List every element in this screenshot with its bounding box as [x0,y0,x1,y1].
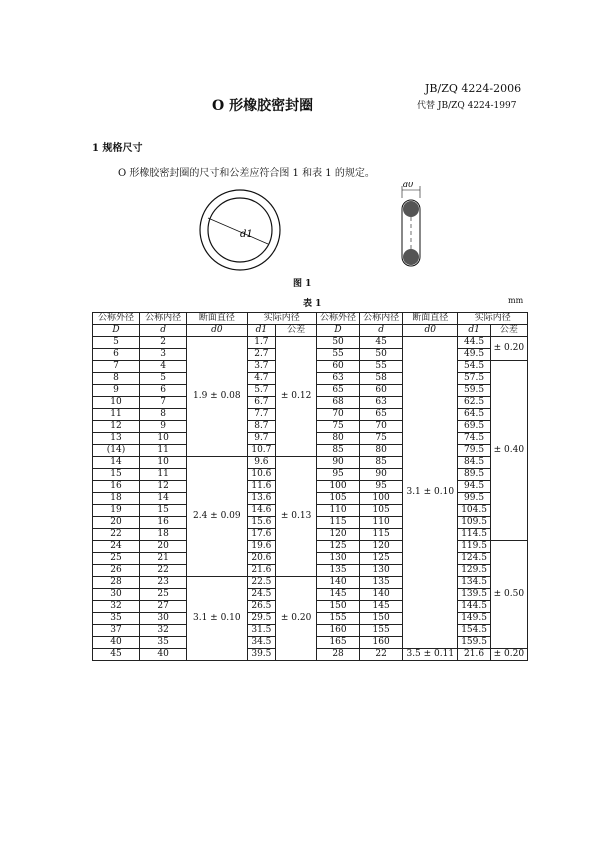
cell-inner-diameter: 90 [360,469,403,481]
cell-inner-diameter: 100 [360,493,403,505]
cell-tolerance: ± 0.40 [490,361,527,541]
cell-actual-inner: 8.7 [247,421,276,433]
cell-inner-diameter: 4 [140,361,187,373]
cell-inner-diameter: 11 [140,469,187,481]
cell-actual-inner: 64.5 [458,409,490,421]
cell-outer-diameter: 28 [317,649,360,661]
header-outer: 公称外径 [317,313,360,325]
cell-outer-diameter: 10 [93,397,140,409]
cell-inner-diameter: 135 [360,577,403,589]
cell-outer-diameter: 150 [317,601,360,613]
table-row [93,577,317,589]
ring-front-view [200,190,280,270]
cell-outer-diameter: 130 [317,553,360,565]
cell-actual-inner: 3.7 [247,361,276,373]
cell-inner-diameter: 14 [140,493,187,505]
cell-outer-diameter: 70 [317,409,360,421]
cell-actual-inner: 31.5 [247,625,276,637]
section-heading: 1 规格尺寸 [92,143,143,154]
cell-outer-diameter: 9 [93,385,140,397]
cell-inner-diameter: 7 [140,397,187,409]
cell-actual-inner: 20.6 [247,553,276,565]
cell-inner-diameter: 25 [140,589,187,601]
cell-inner-diameter: 27 [140,601,187,613]
cell-inner-diameter: 10 [140,457,187,469]
cell-inner-diameter: 35 [140,637,187,649]
cell-inner-diameter: 110 [360,517,403,529]
cell-inner-diameter: 45 [360,337,403,349]
cell-inner-diameter: 150 [360,613,403,625]
cell-inner-diameter: 145 [360,601,403,613]
table-row [93,337,317,349]
cell-actual-inner: 49.5 [458,349,490,361]
cell-section-diameter: 3.1 ± 0.10 [403,337,458,649]
table-row [317,337,528,349]
cell-outer-diameter: 30 [93,589,140,601]
cell-actual-inner: 74.5 [458,433,490,445]
cell-actual-inner: 39.5 [247,649,276,661]
size-table-right [316,312,528,661]
cell-inner-diameter: 21 [140,553,187,565]
cell-actual-inner: 7.7 [247,409,276,421]
cell-actual-inner: 14.6 [247,505,276,517]
cell-actual-inner: 94.5 [458,481,490,493]
cell-outer-diameter: 6 [93,349,140,361]
cell-section-diameter: 3.5 ± 0.11 [403,649,458,661]
cell-outer-diameter: 75 [317,421,360,433]
cell-inner-diameter: 80 [360,445,403,457]
cell-outer-diameter: 68 [317,397,360,409]
cell-actual-inner: 89.5 [458,469,490,481]
cell-actual-inner: 17.6 [247,529,276,541]
section-text: O 形橡胶密封圈的尺寸和公差应符合图 1 和表 1 的规定。 [118,168,375,179]
header-section: 断面直径 [187,313,247,325]
cell-actual-inner: 124.5 [458,553,490,565]
cell-inner-diameter: 63 [360,397,403,409]
cell-inner-diameter: 95 [360,481,403,493]
header-d0: d0 [403,325,458,337]
cell-inner-diameter: 15 [140,505,187,517]
header-d1: d1 [247,325,276,337]
label-d1: d1 [240,229,253,240]
cell-outer-diameter: 18 [93,493,140,505]
cell-outer-diameter: 140 [317,577,360,589]
cell-actual-inner: 6.7 [247,397,276,409]
cell-actual-inner: 119.5 [458,541,490,553]
header-D: D [317,325,360,337]
cell-inner-diameter: 23 [140,577,187,589]
cell-inner-diameter: 11 [140,445,187,457]
cell-outer-diameter: 115 [317,517,360,529]
cell-actual-inner: 69.5 [458,421,490,433]
cell-outer-diameter: 165 [317,637,360,649]
header-inner: 公称内径 [360,313,403,325]
cell-actual-inner: 4.7 [247,373,276,385]
cell-inner-diameter: 120 [360,541,403,553]
cell-outer-diameter: 24 [93,541,140,553]
cell-outer-diameter: 45 [93,649,140,661]
cell-outer-diameter: 20 [93,517,140,529]
cell-outer-diameter: 7 [93,361,140,373]
cell-outer-diameter: 100 [317,481,360,493]
cell-inner-diameter: 9 [140,421,187,433]
cell-inner-diameter: 55 [360,361,403,373]
oring-figure [190,182,450,274]
cell-actual-inner: 59.5 [458,385,490,397]
cell-outer-diameter: 40 [93,637,140,649]
cell-outer-diameter: 155 [317,613,360,625]
cell-outer-diameter: 35 [93,613,140,625]
cell-outer-diameter: 125 [317,541,360,553]
cell-outer-diameter: 65 [317,385,360,397]
cell-outer-diameter: 63 [317,373,360,385]
cell-actual-inner: 99.5 [458,493,490,505]
cell-outer-diameter: 37 [93,625,140,637]
header-d: d [140,325,187,337]
page-title: O 形橡胶密封圈 [212,98,314,114]
cell-actual-inner: 10.7 [247,445,276,457]
cell-inner-diameter: 32 [140,625,187,637]
cell-outer-diameter: 22 [93,529,140,541]
cell-inner-diameter: 155 [360,625,403,637]
cell-actual-inner: 22.5 [247,577,276,589]
ring-section-view [402,182,420,266]
cell-outer-diameter: (14) [93,445,140,457]
cell-inner-diameter: 125 [360,553,403,565]
cell-outer-diameter: 50 [317,337,360,349]
cell-inner-diameter: 75 [360,433,403,445]
cell-inner-diameter: 50 [360,349,403,361]
cell-inner-diameter: 16 [140,517,187,529]
cell-inner-diameter: 3 [140,349,187,361]
cell-outer-diameter: 12 [93,421,140,433]
cell-actual-inner: 104.5 [458,505,490,517]
cell-section-diameter: 1.9 ± 0.08 [187,337,247,457]
cell-outer-diameter: 60 [317,361,360,373]
cell-outer-diameter: 160 [317,625,360,637]
header-d0: d0 [187,325,247,337]
cell-actual-inner: 149.5 [458,613,490,625]
header-D: D [93,325,140,337]
cell-inner-diameter: 10 [140,433,187,445]
cell-inner-diameter: 65 [360,409,403,421]
cell-inner-diameter: 6 [140,385,187,397]
cell-inner-diameter: 58 [360,373,403,385]
cell-actual-inner: 2.7 [247,349,276,361]
cell-actual-inner: 19.6 [247,541,276,553]
cell-actual-inner: 62.5 [458,397,490,409]
cell-outer-diameter: 110 [317,505,360,517]
cell-actual-inner: 144.5 [458,601,490,613]
cell-inner-diameter: 85 [360,457,403,469]
header-tol: 公差 [276,325,317,337]
cell-outer-diameter: 145 [317,589,360,601]
cell-actual-inner: 10.6 [247,469,276,481]
cell-inner-diameter: 22 [360,649,403,661]
cell-inner-diameter: 5 [140,373,187,385]
cell-inner-diameter: 40 [140,649,187,661]
header-inner: 公称内径 [140,313,187,325]
cell-tolerance: ± 0.12 [276,337,317,457]
cell-inner-diameter: 22 [140,565,187,577]
table-unit: mm [508,296,524,305]
cell-outer-diameter: 105 [317,493,360,505]
cell-inner-diameter: 115 [360,529,403,541]
cell-actual-inner: 109.5 [458,517,490,529]
cell-outer-diameter: 13 [93,433,140,445]
cell-actual-inner: 154.5 [458,625,490,637]
cell-outer-diameter: 32 [93,601,140,613]
cell-outer-diameter: 85 [317,445,360,457]
cell-outer-diameter: 135 [317,565,360,577]
cell-tolerance: ± 0.20 [276,577,317,661]
cell-actual-inner: 11.6 [247,481,276,493]
table-caption: 表 1 [303,299,322,309]
cell-inner-diameter: 60 [360,385,403,397]
cell-inner-diameter: 8 [140,409,187,421]
cell-actual-inner: 13.6 [247,493,276,505]
cell-outer-diameter: 8 [93,373,140,385]
header-d1: d1 [458,325,490,337]
cell-actual-inner: 34.5 [247,637,276,649]
header-actual: 实际内径 [458,313,528,325]
table-row [93,457,317,469]
cell-inner-diameter: 130 [360,565,403,577]
cell-inner-diameter: 105 [360,505,403,517]
cell-actual-inner: 21.6 [247,565,276,577]
cell-inner-diameter: 18 [140,529,187,541]
cell-actual-inner: 57.5 [458,373,490,385]
cell-outer-diameter: 80 [317,433,360,445]
cell-actual-inner: 9.6 [247,457,276,469]
cell-inner-diameter: 12 [140,481,187,493]
cell-actual-inner: 54.5 [458,361,490,373]
header-d: d [360,325,403,337]
cell-inner-diameter: 160 [360,637,403,649]
cell-outer-diameter: 120 [317,529,360,541]
cell-actual-inner: 24.5 [247,589,276,601]
figure-caption: 图 1 [293,279,312,289]
cell-tolerance: ± 0.20 [490,649,527,661]
cell-actual-inner: 129.5 [458,565,490,577]
cell-tolerance: ± 0.13 [276,457,317,577]
cell-outer-diameter: 5 [93,337,140,349]
cell-outer-diameter: 55 [317,349,360,361]
cell-actual-inner: 79.5 [458,445,490,457]
header-tol: 公差 [490,325,527,337]
cell-actual-inner: 21.6 [458,649,490,661]
cell-actual-inner: 29.5 [247,613,276,625]
cell-actual-inner: 159.5 [458,637,490,649]
cell-outer-diameter: 15 [93,469,140,481]
cell-section-diameter: 3.1 ± 0.10 [187,577,247,661]
cell-inner-diameter: 70 [360,421,403,433]
cell-outer-diameter: 16 [93,481,140,493]
replaces-standard: 代替 JB/ZQ 4224-1997 [417,101,517,111]
header-section: 断面直径 [403,313,458,325]
cell-actual-inner: 84.5 [458,457,490,469]
cell-actual-inner: 134.5 [458,577,490,589]
cell-outer-diameter: 95 [317,469,360,481]
cell-inner-diameter: 2 [140,337,187,349]
cell-actual-inner: 44.5 [458,337,490,349]
header-outer: 公称外径 [93,313,140,325]
cell-actual-inner: 9.7 [247,433,276,445]
header-actual: 实际内径 [247,313,316,325]
standard-number: JB/ZQ 4224-2006 [425,82,522,95]
cell-outer-diameter: 26 [93,565,140,577]
cell-outer-diameter: 14 [93,457,140,469]
cell-outer-diameter: 11 [93,409,140,421]
table-row [317,649,528,661]
cell-actual-inner: 1.7 [247,337,276,349]
cell-actual-inner: 5.7 [247,385,276,397]
cell-inner-diameter: 140 [360,589,403,601]
cell-actual-inner: 114.5 [458,529,490,541]
cell-outer-diameter: 19 [93,505,140,517]
cell-inner-diameter: 20 [140,541,187,553]
cell-outer-diameter: 25 [93,553,140,565]
label-d0: d0 [403,182,414,189]
cell-section-diameter: 2.4 ± 0.09 [187,457,247,577]
cell-actual-inner: 15.6 [247,517,276,529]
cell-tolerance: ± 0.50 [490,541,527,649]
cell-actual-inner: 26.5 [247,601,276,613]
cell-outer-diameter: 90 [317,457,360,469]
cell-inner-diameter: 30 [140,613,187,625]
cell-outer-diameter: 28 [93,577,140,589]
cell-tolerance: ± 0.20 [490,337,527,361]
size-table-left [92,312,317,661]
cell-actual-inner: 139.5 [458,589,490,601]
